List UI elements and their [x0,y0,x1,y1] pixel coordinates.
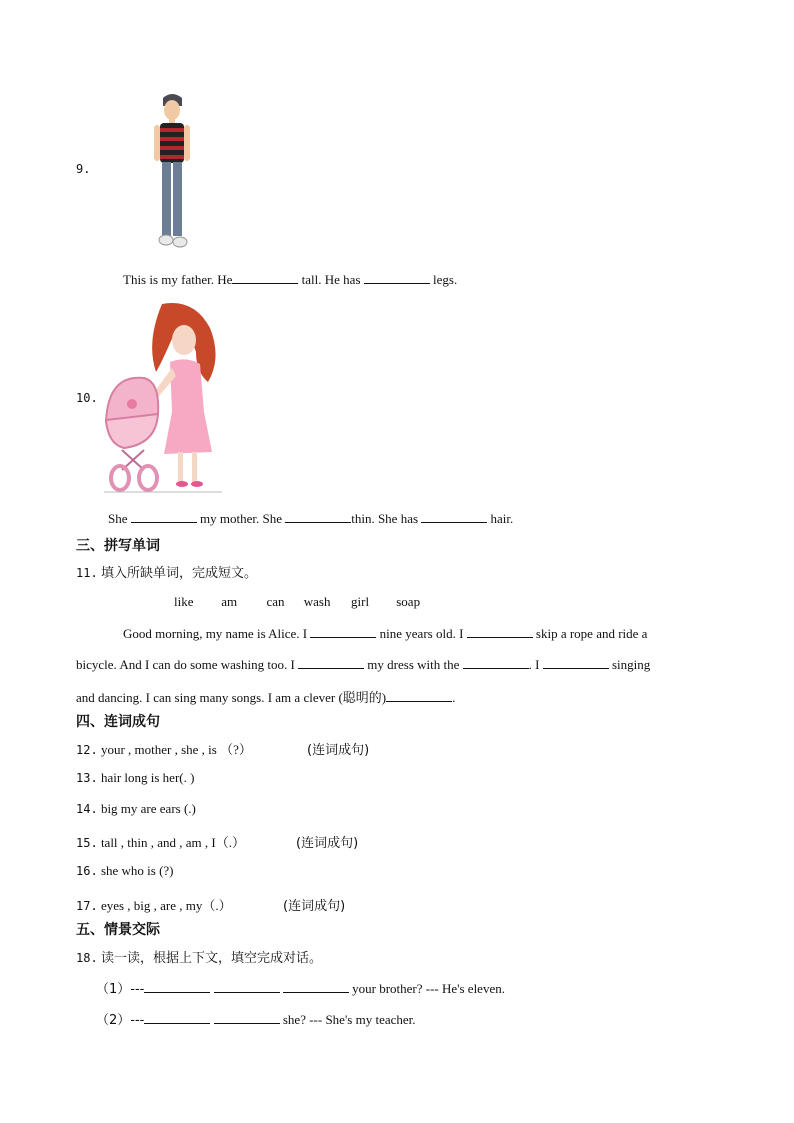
question-instruction: 读一读，根据上下文，填空完成对话。 [100,951,322,966]
dialogue-label: （2）--- [96,1013,145,1028]
question-number: 12. [76,743,98,757]
dialogue-text: your brother? --- He's eleven. [352,981,505,996]
question-item [76,801,196,817]
answer-blank[interactable] [214,980,280,993]
question-text: big my are ears (.) [100,801,196,816]
question-instruction: 填入所缺单词，完成短文。 [100,566,257,581]
q10-text-d: hair. [490,511,514,526]
question-number: 18. [76,951,98,965]
answer-blank[interactable] [386,689,452,702]
question-number: 9. [76,162,91,176]
question-18-prompt [76,947,322,966]
word-bank-item: am [221,594,238,609]
word-bank [174,594,420,610]
question-number: 15. [76,836,98,850]
answer-blank[interactable] [144,1011,210,1024]
dialogue-text: she? --- She's my teacher. [282,1012,416,1027]
question-number: 13. [76,771,98,785]
question-text: she who is (?) [100,863,174,878]
answer-blank[interactable] [285,510,351,523]
dialogue-line-1 [96,978,505,997]
passage-text: and dancing. I can sing many songs. I am a clever (聪明的) [76,690,387,705]
question-text: hair long is her(. ) [100,770,195,785]
answer-blank[interactable] [543,656,609,669]
question-text: tall , thin , and , am , I（.） [100,835,245,850]
question-number: 10. [76,391,98,405]
word-bank-item: girl [351,594,370,609]
q10-text-a: She [108,511,128,526]
section-heading: 五、情景交际 [76,922,160,938]
mother-with-stroller-illustration [104,302,222,494]
passage-line-3 [76,687,455,706]
answer-blank[interactable] [467,625,533,638]
q9-text-c: legs. [433,272,458,287]
question-item [76,770,194,786]
question-number: 14. [76,802,98,816]
answer-blank[interactable] [131,510,197,523]
word-bank-item: like [174,594,194,609]
question-text: your , mother , she , is （?） [100,742,252,757]
passage-line-1 [123,625,647,642]
q9-sentence [123,271,457,288]
q10-text-c: thin. She has [351,511,419,526]
passage-text: singing [611,657,651,672]
answer-blank[interactable] [364,271,430,284]
word-bank-item: can [266,594,285,609]
question-hint: (连词成句) [283,899,346,914]
answer-blank[interactable] [214,1011,280,1024]
question-number: 11. [76,566,98,580]
passage-text: skip a rope and ride a [535,626,648,641]
question-number: 16. [76,864,98,878]
question-number: 17. [76,899,98,913]
answer-blank[interactable] [232,271,298,284]
question-item [76,739,252,758]
passage-text: . [452,690,456,705]
passage-text: Good morning, my name is Alice. I [123,626,308,641]
dialogue-label: （1）--- [96,982,145,997]
question-hint: (连词成句) [307,743,370,758]
answer-blank[interactable] [463,656,529,669]
passage-text: bicycle. And I can do some washing too. I [76,657,295,672]
dialogue-line-2 [96,1009,416,1028]
answer-blank[interactable] [298,656,364,669]
question-item [76,895,232,914]
question-hint: (连词成句) [296,836,359,851]
answer-blank[interactable] [144,980,210,993]
passage-text: nine years old. I [379,626,464,641]
word-bank-item: soap [396,594,421,609]
answer-blank[interactable] [283,980,349,993]
q10-text-b: my mother. She [200,511,282,526]
section-heading: 四、连词成句 [76,714,160,730]
question-text: eyes , big , are , my（.） [100,898,232,913]
answer-blank[interactable] [421,510,487,523]
question-11-prompt [76,562,257,581]
q10-sentence [108,510,513,527]
passage-text: . I [528,657,540,672]
father-illustration [148,92,198,250]
q9-text-a: This is my father. He [123,272,233,287]
q9-text-b: tall. He has [301,272,361,287]
question-item [76,832,245,851]
passage-text: my dress with the [367,657,460,672]
section-heading: 三、拼写单词 [76,538,160,554]
passage-line-2 [76,656,650,673]
word-bank-item: wash [303,594,331,609]
answer-blank[interactable] [310,625,376,638]
question-item [76,863,174,879]
